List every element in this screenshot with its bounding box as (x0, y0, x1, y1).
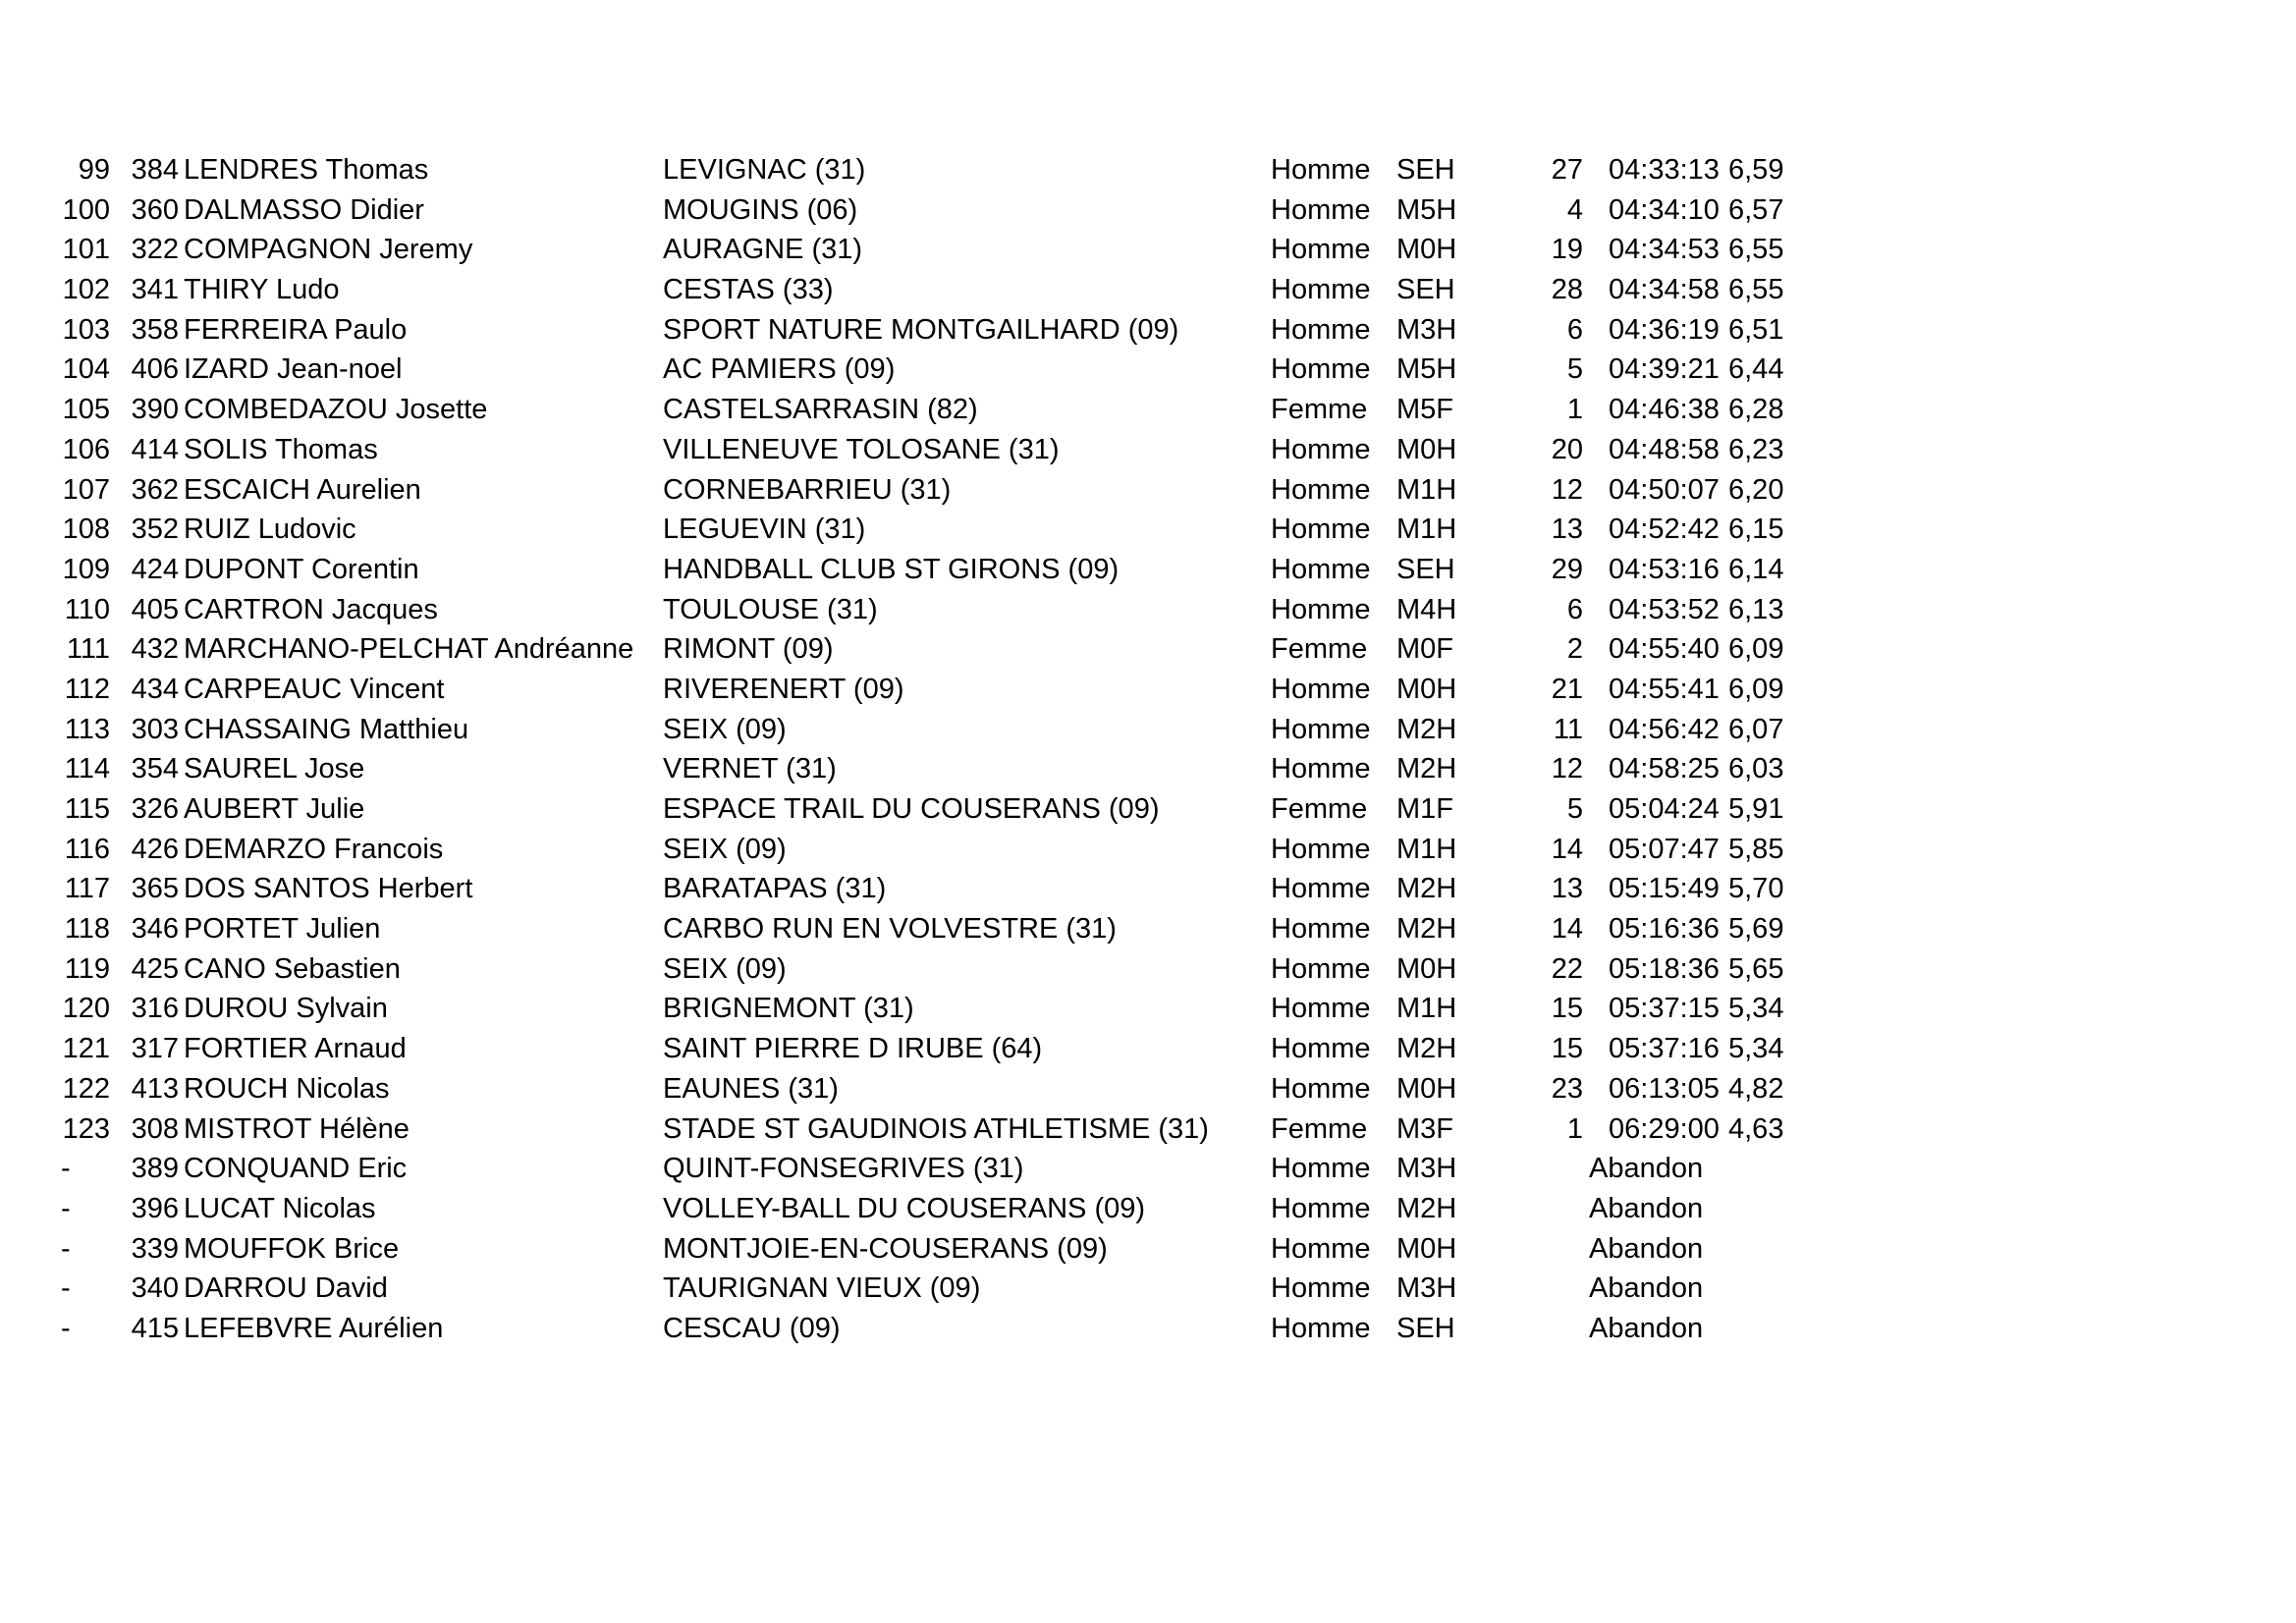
category-rank: 1 (1566, 1112, 1583, 1145)
club-name: MONTJOIE-EN-COUSERANS (09) (663, 1232, 1108, 1265)
category: M2H (1396, 1033, 1457, 1065)
status-text: Abandon (1589, 1232, 1704, 1265)
club-name: STADE ST GAUDINOIS ATHLETISME (31) (663, 1112, 1209, 1145)
table-row (0, 1269, 2296, 1309)
table-row (0, 629, 2296, 670)
sex: Homme (1271, 473, 1371, 506)
bib-number: 362 (131, 473, 179, 506)
category: M0H (1396, 433, 1457, 465)
sex: Homme (1271, 713, 1371, 745)
category: M1H (1396, 473, 1457, 506)
category-rank: 19 (1551, 234, 1583, 266)
category-rank: 5 (1566, 793, 1583, 825)
sex: Homme (1271, 353, 1371, 386)
category-rank: 23 (1551, 1072, 1583, 1105)
average-speed: 6,51 (1728, 313, 1784, 346)
table-row (0, 789, 2296, 830)
table-row (0, 190, 2296, 231)
sex: Homme (1271, 993, 1371, 1025)
sex: Homme (1271, 873, 1371, 905)
category-rank: 14 (1551, 913, 1583, 946)
sex: Homme (1271, 952, 1371, 985)
club-name: SEIX (09) (663, 833, 787, 865)
sex: Homme (1271, 234, 1371, 266)
overall-rank: 103 (62, 313, 110, 346)
table-row (0, 749, 2296, 789)
finish-time: 05:16:36 (1609, 913, 1720, 946)
overall-rank: 111 (66, 633, 110, 666)
category: M2H (1396, 753, 1457, 785)
category: SEH (1396, 274, 1455, 306)
runner-name: DEMARZO Francois (184, 833, 444, 865)
category-rank: 28 (1551, 274, 1583, 306)
club-name: BRIGNEMONT (31) (663, 993, 914, 1025)
average-speed: 6,07 (1728, 713, 1784, 745)
bib-number: 308 (131, 1112, 179, 1145)
club-name: CORNEBARRIEU (31) (663, 473, 952, 506)
category: M3H (1396, 1153, 1457, 1185)
overall-rank: - (61, 1312, 71, 1344)
category: M0H (1396, 952, 1457, 985)
finish-time: 04:34:58 (1609, 274, 1720, 306)
category-rank: 4 (1566, 193, 1583, 226)
club-name: HANDBALL CLUB ST GIRONS (09) (663, 553, 1120, 585)
average-speed: 6,13 (1728, 593, 1784, 625)
bib-number: 434 (131, 673, 179, 705)
table-row (0, 830, 2296, 870)
average-speed: 5,70 (1728, 873, 1784, 905)
average-speed: 5,91 (1728, 793, 1784, 825)
table-row (0, 350, 2296, 390)
overall-rank: 107 (62, 473, 110, 506)
table-row (0, 590, 2296, 630)
status-text: Abandon (1589, 1272, 1704, 1305)
bib-number: 316 (131, 993, 179, 1025)
club-name: CARBO RUN EN VOLVESTRE (31) (663, 913, 1117, 946)
table-row (0, 1189, 2296, 1229)
overall-rank: - (61, 1192, 71, 1224)
finish-time: 04:56:42 (1609, 713, 1720, 745)
category: M2H (1396, 1192, 1457, 1224)
category: M1F (1396, 793, 1453, 825)
table-row (0, 430, 2296, 470)
bib-number: 365 (131, 873, 179, 905)
bib-number: 384 (131, 154, 179, 186)
sex: Homme (1271, 913, 1371, 946)
average-speed: 6,55 (1728, 234, 1784, 266)
finish-time: 04:53:52 (1609, 593, 1720, 625)
table-row (0, 1069, 2296, 1109)
runner-name: LUCAT Nicolas (184, 1192, 376, 1224)
runner-name: FORTIER Arnaud (184, 1033, 407, 1065)
category: M5H (1396, 353, 1457, 386)
bib-number: 341 (131, 274, 179, 306)
category-rank: 12 (1551, 753, 1583, 785)
club-name: VOLLEY-BALL DU COUSERANS (09) (663, 1192, 1146, 1224)
runner-name: CHASSAING Matthieu (184, 713, 469, 745)
sex: Homme (1271, 154, 1371, 186)
club-name: RIVERENERT (09) (663, 673, 904, 705)
category-rank: 2 (1566, 633, 1583, 666)
sex: Homme (1271, 753, 1371, 785)
club-name: LEVIGNAC (31) (663, 154, 866, 186)
overall-rank: 116 (64, 833, 110, 865)
finish-time: 04:52:42 (1609, 514, 1720, 546)
category: SEH (1396, 1312, 1455, 1344)
table-row (0, 1309, 2296, 1349)
category-rank: 15 (1551, 1033, 1583, 1065)
category-rank: 27 (1551, 154, 1583, 186)
finish-time: 05:18:36 (1609, 952, 1720, 985)
category: M5H (1396, 193, 1457, 226)
finish-time: 05:07:47 (1609, 833, 1720, 865)
category: M1H (1396, 514, 1457, 546)
bib-number: 352 (131, 514, 179, 546)
average-speed: 6,28 (1728, 394, 1784, 426)
club-name: CASTELSARRASIN (82) (663, 394, 978, 426)
table-row (0, 150, 2296, 190)
overall-rank: 115 (64, 793, 110, 825)
average-speed: 6,09 (1728, 673, 1784, 705)
overall-rank: - (61, 1232, 71, 1265)
category: M0H (1396, 234, 1457, 266)
category: M0H (1396, 1232, 1457, 1265)
overall-rank: 110 (64, 593, 110, 625)
category-rank: 21 (1551, 673, 1583, 705)
category-rank: 13 (1551, 873, 1583, 905)
table-row (0, 1029, 2296, 1069)
sex: Homme (1271, 433, 1371, 465)
club-name: EAUNES (31) (663, 1072, 839, 1105)
sex: Femme (1271, 1112, 1368, 1145)
category: M3F (1396, 1112, 1453, 1145)
bib-number: 317 (131, 1033, 179, 1065)
overall-rank: 105 (62, 394, 110, 426)
runner-name: DUROU Sylvain (184, 993, 388, 1025)
category: M2H (1396, 713, 1457, 745)
table-row (0, 270, 2296, 310)
runner-name: LENDRES Thomas (184, 154, 429, 186)
category: M4H (1396, 593, 1457, 625)
finish-time: 04:34:53 (1609, 234, 1720, 266)
category-rank: 29 (1551, 553, 1583, 585)
sex: Femme (1271, 633, 1368, 666)
bib-number: 415 (131, 1312, 179, 1344)
sex: Homme (1271, 1072, 1371, 1105)
overall-rank: 119 (64, 952, 110, 985)
table-row (0, 510, 2296, 550)
sex: Homme (1271, 1312, 1371, 1344)
category: M2H (1396, 913, 1457, 946)
sex: Homme (1271, 313, 1371, 346)
status-text: Abandon (1589, 1192, 1704, 1224)
average-speed: 5,65 (1728, 952, 1784, 985)
sex: Homme (1271, 833, 1371, 865)
table-row (0, 670, 2296, 710)
bib-number: 424 (131, 553, 179, 585)
table-row (0, 1149, 2296, 1189)
average-speed: 6,20 (1728, 473, 1784, 506)
bib-number: 414 (131, 433, 179, 465)
category-rank: 1 (1566, 394, 1583, 426)
overall-rank: 108 (62, 514, 110, 546)
bib-number: 389 (131, 1153, 179, 1185)
sex: Homme (1271, 274, 1371, 306)
finish-time: 04:33:13 (1609, 154, 1720, 186)
club-name: QUINT-FONSEGRIVES (31) (663, 1153, 1024, 1185)
table-row (0, 989, 2296, 1029)
category: M3H (1396, 1272, 1457, 1305)
average-speed: 6,44 (1728, 353, 1784, 386)
club-name: RIMONT (09) (663, 633, 834, 666)
overall-rank: 114 (64, 753, 110, 785)
runner-name: COMPAGNON Jeremy (184, 234, 473, 266)
sex: Homme (1271, 1272, 1371, 1305)
runner-name: ESCAICH Aurelien (184, 473, 421, 506)
bib-number: 405 (131, 593, 179, 625)
table-row (0, 710, 2296, 750)
average-speed: 5,85 (1728, 833, 1784, 865)
sex: Femme (1271, 394, 1368, 426)
overall-rank: 104 (62, 353, 110, 386)
overall-rank: - (61, 1272, 71, 1305)
overall-rank: 122 (62, 1072, 110, 1105)
finish-time: 04:36:19 (1609, 313, 1720, 346)
average-speed: 5,34 (1728, 1033, 1784, 1065)
category: M1H (1396, 833, 1457, 865)
runner-name: SOLIS Thomas (184, 433, 378, 465)
table-row (0, 470, 2296, 511)
runner-name: DOS SANTOS Herbert (184, 873, 473, 905)
category-rank: 15 (1551, 993, 1583, 1025)
finish-time: 05:15:49 (1609, 873, 1720, 905)
overall-rank: 113 (64, 713, 110, 745)
category: M3H (1396, 313, 1457, 346)
overall-rank: 117 (64, 873, 110, 905)
sex: Homme (1271, 593, 1371, 625)
bib-number: 358 (131, 313, 179, 346)
category-rank: 22 (1551, 952, 1583, 985)
table-row (0, 869, 2296, 909)
club-name: SEIX (09) (663, 713, 787, 745)
finish-time: 04:58:25 (1609, 753, 1720, 785)
average-speed: 6,23 (1728, 433, 1784, 465)
overall-rank: 101 (62, 234, 110, 266)
average-speed: 6,55 (1728, 274, 1784, 306)
club-name: ESPACE TRAIL DU COUSERANS (09) (663, 793, 1160, 825)
finish-time: 05:04:24 (1609, 793, 1720, 825)
club-name: CESCAU (09) (663, 1312, 841, 1344)
average-speed: 6,09 (1728, 633, 1784, 666)
overall-rank: 118 (64, 913, 110, 946)
category: SEH (1396, 154, 1455, 186)
finish-time: 05:37:15 (1609, 993, 1720, 1025)
table-row (0, 909, 2296, 949)
finish-time: 04:46:38 (1609, 394, 1720, 426)
results-table (0, 150, 2296, 1349)
runner-name: DUPONT Corentin (184, 553, 419, 585)
runner-name: CARPEAUC Vincent (184, 673, 445, 705)
category-rank: 6 (1566, 593, 1583, 625)
sex: Homme (1271, 553, 1371, 585)
status-text: Abandon (1589, 1312, 1704, 1344)
sex: Femme (1271, 793, 1368, 825)
runner-name: THIRY Ludo (184, 274, 340, 306)
status-text: Abandon (1589, 1153, 1704, 1185)
overall-rank: - (61, 1153, 71, 1185)
sex: Homme (1271, 1153, 1371, 1185)
average-speed: 6,59 (1728, 154, 1784, 186)
bib-number: 339 (131, 1232, 179, 1265)
runner-name: IZARD Jean-noel (184, 353, 403, 386)
sex: Homme (1271, 1232, 1371, 1265)
runner-name: CARTRON Jacques (184, 593, 438, 625)
sex: Homme (1271, 1192, 1371, 1224)
club-name: LEGUEVIN (31) (663, 514, 866, 546)
category-rank: 13 (1551, 514, 1583, 546)
overall-rank: 109 (62, 553, 110, 585)
club-name: SEIX (09) (663, 952, 787, 985)
club-name: VILLENEUVE TOLOSANE (31) (663, 433, 1060, 465)
sex: Homme (1271, 193, 1371, 226)
category-rank: 14 (1551, 833, 1583, 865)
average-speed: 4,63 (1728, 1112, 1784, 1145)
club-name: BARATAPAS (31) (663, 873, 887, 905)
bib-number: 406 (131, 353, 179, 386)
finish-time: 04:39:21 (1609, 353, 1720, 386)
category: M1H (1396, 993, 1457, 1025)
average-speed: 5,69 (1728, 913, 1784, 946)
finish-time: 04:53:16 (1609, 553, 1720, 585)
bib-number: 354 (131, 753, 179, 785)
finish-time: 04:34:10 (1609, 193, 1720, 226)
runner-name: SAUREL Jose (184, 753, 365, 785)
runner-name: DARROU David (184, 1272, 388, 1305)
bib-number: 303 (131, 713, 179, 745)
runner-name: FERREIRA Paulo (184, 313, 408, 346)
table-row (0, 1109, 2296, 1150)
table-row (0, 949, 2296, 990)
table-row (0, 310, 2296, 351)
table-row (0, 230, 2296, 270)
sex: Homme (1271, 514, 1371, 546)
average-speed: 6,14 (1728, 553, 1784, 585)
bib-number: 390 (131, 394, 179, 426)
bib-number: 360 (131, 193, 179, 226)
overall-rank: 106 (62, 433, 110, 465)
bib-number: 413 (131, 1072, 179, 1105)
average-speed: 6,03 (1728, 753, 1784, 785)
table-row (0, 1229, 2296, 1270)
bib-number: 326 (131, 793, 179, 825)
finish-time: 04:50:07 (1609, 473, 1720, 506)
club-name: TAURIGNAN VIEUX (09) (663, 1272, 981, 1305)
overall-rank: 102 (62, 274, 110, 306)
average-speed: 6,15 (1728, 514, 1784, 546)
bib-number: 396 (131, 1192, 179, 1224)
bib-number: 426 (131, 833, 179, 865)
category-rank: 20 (1551, 433, 1583, 465)
runner-name: MARCHANO-PELCHAT Andréanne (184, 633, 634, 666)
club-name: AURAGNE (31) (663, 234, 863, 266)
sex: Homme (1271, 1033, 1371, 1065)
club-name: TOULOUSE (31) (663, 593, 878, 625)
average-speed: 6,57 (1728, 193, 1784, 226)
runner-name: LEFEBVRE Aurélien (184, 1312, 444, 1344)
runner-name: CANO Sebastien (184, 952, 401, 985)
category-rank: 5 (1566, 353, 1583, 386)
finish-time: 06:29:00 (1609, 1112, 1720, 1145)
runner-name: CONQUAND Eric (184, 1153, 408, 1185)
club-name: SAINT PIERRE D IRUBE (64) (663, 1033, 1043, 1065)
category: SEH (1396, 553, 1455, 585)
club-name: AC PAMIERS (09) (663, 353, 896, 386)
category-rank: 12 (1551, 473, 1583, 506)
table-row (0, 390, 2296, 430)
runner-name: MOUFFOK Brice (184, 1232, 400, 1265)
category: M0H (1396, 673, 1457, 705)
finish-time: 04:55:40 (1609, 633, 1720, 666)
club-name: CESTAS (33) (663, 274, 834, 306)
runner-name: DALMASSO Didier (184, 193, 424, 226)
runner-name: ROUCH Nicolas (184, 1072, 390, 1105)
finish-time: 04:55:41 (1609, 673, 1720, 705)
runner-name: AUBERT Julie (184, 793, 365, 825)
overall-rank: 112 (64, 673, 110, 705)
category: M0F (1396, 633, 1453, 666)
finish-time: 04:48:58 (1609, 433, 1720, 465)
runner-name: PORTET Julien (184, 913, 381, 946)
average-speed: 5,34 (1728, 993, 1784, 1025)
club-name: VERNET (31) (663, 753, 837, 785)
runner-name: MISTROT Hélène (184, 1112, 410, 1145)
bib-number: 322 (131, 234, 179, 266)
category: M2H (1396, 873, 1457, 905)
finish-time: 06:13:05 (1609, 1072, 1720, 1105)
overall-rank: 123 (62, 1112, 110, 1145)
category-rank: 11 (1553, 713, 1583, 745)
club-name: MOUGINS (06) (663, 193, 858, 226)
table-row (0, 550, 2296, 590)
overall-rank: 99 (78, 154, 110, 186)
category: M0H (1396, 1072, 1457, 1105)
category: M5F (1396, 394, 1453, 426)
overall-rank: 120 (62, 993, 110, 1025)
bib-number: 432 (131, 633, 179, 666)
club-name: SPORT NATURE MONTGAILHARD (09) (663, 313, 1179, 346)
bib-number: 340 (131, 1272, 179, 1305)
category-rank: 6 (1566, 313, 1583, 346)
bib-number: 425 (131, 952, 179, 985)
bib-number: 346 (131, 913, 179, 946)
runner-name: COMBEDAZOU Josette (184, 394, 488, 426)
overall-rank: 100 (62, 193, 110, 226)
runner-name: RUIZ Ludovic (184, 514, 356, 546)
overall-rank: 121 (62, 1033, 110, 1065)
finish-time: 05:37:16 (1609, 1033, 1720, 1065)
sex: Homme (1271, 673, 1371, 705)
average-speed: 4,82 (1728, 1072, 1784, 1105)
